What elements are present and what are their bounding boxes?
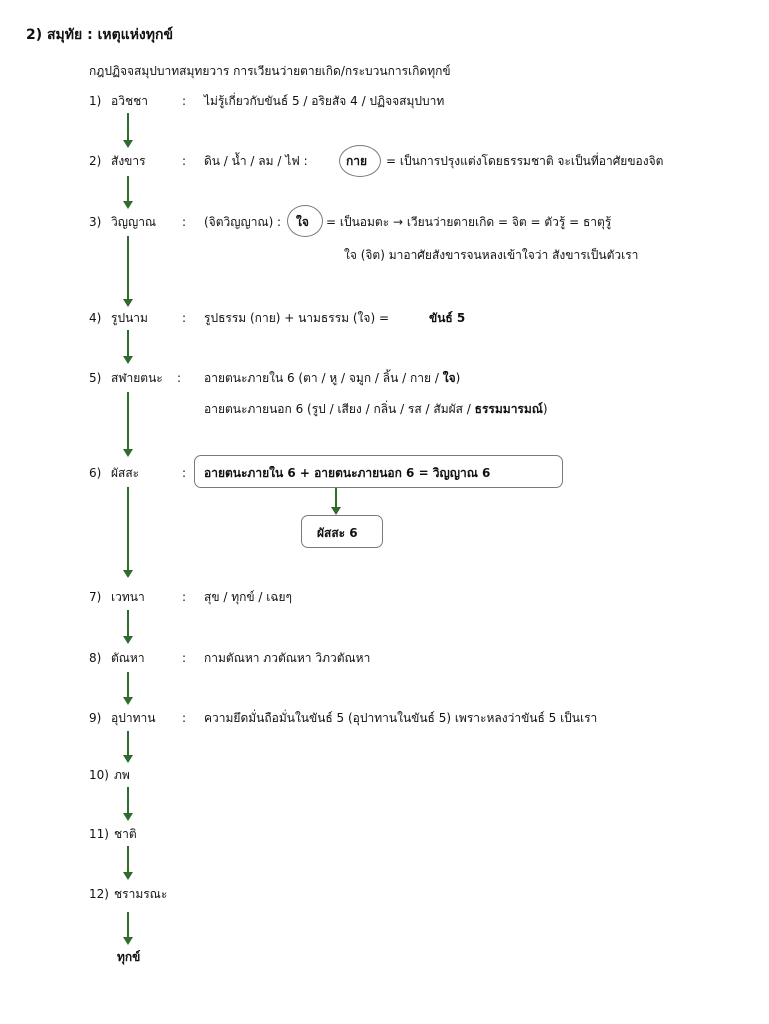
section-heading: 2) สมุทัย : เหตุแห่งทุกข์	[26, 27, 174, 43]
step-number: 8)	[89, 651, 102, 665]
subheading: กฎปฏิจจสมุปบาทสมุทยวาร การเวียนว่ายตายเกิด/กระบวนการเกิดทุกข์	[89, 64, 451, 78]
step-term: ผัสสะ	[111, 466, 140, 480]
colon: :	[182, 590, 187, 604]
step-line1-pre: อายตนะภายใน 6 (ตา / หู / จมูก / ลิ้น / กาย /	[204, 371, 439, 385]
down-arrow-icon	[127, 731, 129, 756]
down-arrow-icon	[127, 787, 129, 814]
step-term: อวิชชา	[111, 94, 148, 108]
step-term: ชาติ	[114, 827, 137, 841]
step-term: รูปนาม	[111, 311, 148, 325]
step-desc: ความยึดมั่นถือมั่นในขันธ์ 5 (อุปาทานในขันธ์ 5) เพราะหลงว่าขันธ์ 5 เป็นเรา	[204, 711, 598, 725]
step-desc-bold: ขันธ์ 5	[429, 311, 466, 325]
step-term: ภพ	[114, 768, 130, 782]
step-desc: ไม่รู้เกี่ยวกับขันธ์ 5 / อริยสัจ 4 / ปฏิจจสมุปบาท	[204, 94, 445, 108]
down-arrow-icon	[127, 846, 129, 873]
step-number: 5)	[89, 371, 102, 385]
step-line2-post: )	[542, 402, 548, 416]
step-number: 11)	[89, 827, 109, 841]
down-arrow-icon	[127, 113, 129, 141]
colon: :	[182, 651, 187, 665]
step-number: 9)	[89, 711, 102, 725]
step-term: เวทนา	[111, 590, 145, 604]
down-arrow-icon	[127, 672, 129, 698]
step-desc-line2: ใจ (จิต) มาอาศัยสังขารจนหลงเข้าใจว่า สังขารเป็นตัวเรา	[344, 248, 639, 262]
step-term: ชรามรณะ	[114, 887, 168, 901]
colon: :	[182, 311, 187, 325]
step-line2	[204, 401, 548, 417]
colon: :	[182, 711, 187, 725]
step-term: สฬายตนะ	[111, 371, 163, 385]
colon: :	[177, 371, 182, 385]
colon: :	[182, 94, 187, 108]
step-number: 3)	[89, 215, 102, 229]
step-line1-bold: ใจ	[442, 371, 456, 385]
step-desc-pre: ดิน / น้ำ / ลม / ไฟ :	[204, 154, 308, 168]
colon: :	[182, 466, 187, 480]
step-number: 6)	[89, 466, 102, 480]
step-desc-pre: (จิตวิญญาณ) :	[204, 215, 282, 229]
sum-box-text: อายตนะภายใน 6 + อายตนะภายนอก 6 = วิญญาณ 6	[204, 466, 491, 480]
step-number: 10)	[89, 768, 109, 782]
step-line2-pre: อายตนะภายนอก 6 (รูป / เสียง / กลิ่น / รส / สัมผัส /	[204, 402, 471, 416]
step-term: วิญญาณ	[111, 215, 157, 229]
step-term: ตัณหา	[111, 651, 145, 665]
down-arrow-icon	[127, 330, 129, 357]
down-arrow-icon	[335, 488, 337, 508]
step-line2-bold: ธรรมมารมณ์	[474, 402, 543, 416]
step-term: อุปาทาน	[111, 711, 156, 725]
step-number: 7)	[89, 590, 102, 604]
circled-word: ใจ	[296, 215, 309, 229]
down-arrow-icon	[127, 176, 129, 202]
step-desc-pre: รูปธรรม (กาย) + นามธรรม (ใจ) =	[204, 311, 389, 325]
step-number: 4)	[89, 311, 102, 325]
step-number: 12)	[89, 887, 109, 901]
down-arrow-icon	[127, 610, 129, 637]
result-box-text: ผัสสะ 6	[317, 526, 358, 540]
final-result: ทุกข์	[117, 950, 141, 964]
step-line1	[204, 370, 460, 386]
down-arrow-icon	[127, 912, 129, 938]
colon: :	[182, 215, 187, 229]
down-arrow-icon	[127, 487, 129, 571]
step-term: สังขาร	[111, 154, 146, 168]
step-number: 2)	[89, 154, 102, 168]
step-desc: กามตัณหา ภวตัณหา วิภวตัณหา	[204, 651, 371, 665]
step-line1-post: )	[455, 371, 461, 385]
down-arrow-icon	[127, 392, 129, 450]
circled-word: กาย	[346, 154, 368, 168]
step-number: 1)	[89, 94, 102, 108]
step-desc-post: = เป็นอมตะ → เวียนว่ายตายเกิด = จิต = ตัวรู้ = ธาตุรู้	[326, 215, 612, 229]
step-desc-post: = เป็นการปรุงแต่งโดยธรรมชาติ จะเป็นที่อาศัยของจิต	[386, 154, 664, 168]
step-desc: สุข / ทุกข์ / เฉยๆ	[204, 590, 293, 604]
colon: :	[182, 154, 187, 168]
down-arrow-icon	[127, 236, 129, 300]
